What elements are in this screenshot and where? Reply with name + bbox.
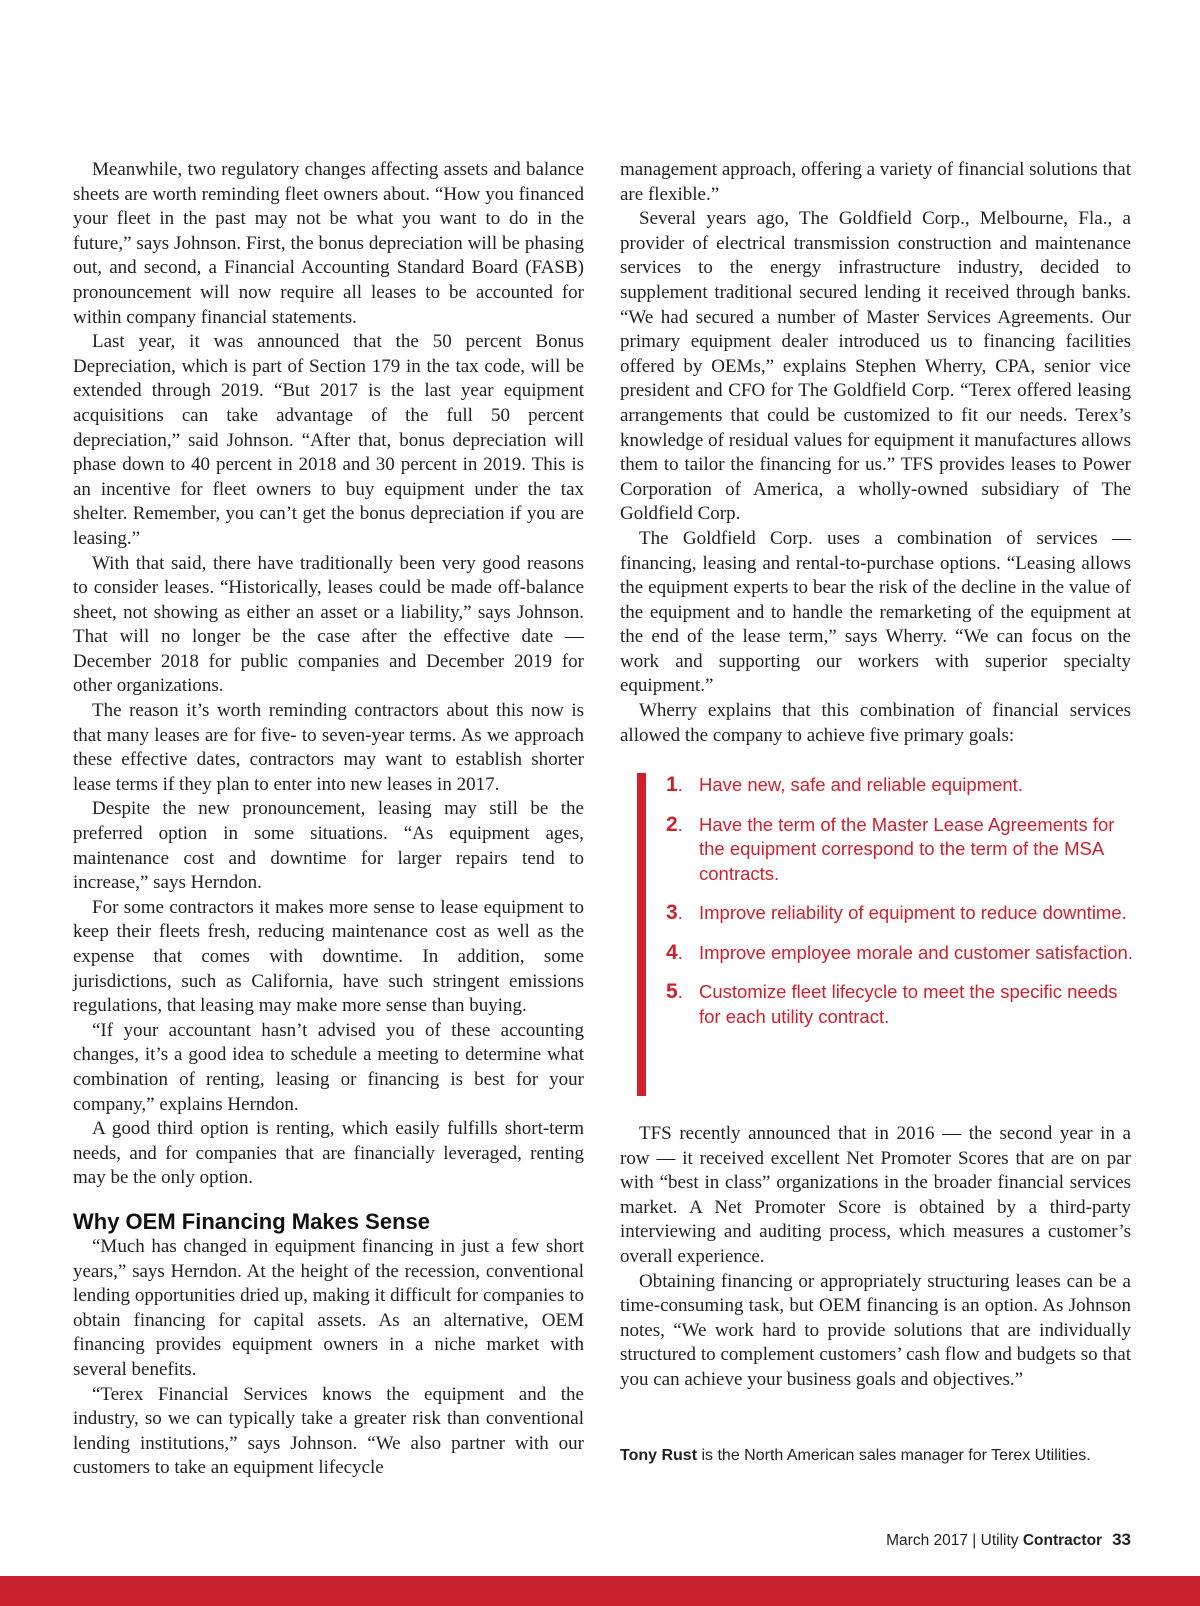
goal-item: 2. Have the term of the Master Lease Agreements for the equipment correspond to the term of the MSA contracts. (666, 813, 1140, 887)
body-paragraph: The reason it’s worth reminding contractors about this now is that many leases are for five- to seven-year terms. As we approach these effective dates, contractors may want to establish shorter lease terms if they plan to enter into new leases in 2017. (73, 700, 584, 795)
body-paragraph: Last year, it was announced that the 50 percent Bonus Depreciation, which is part of Section 179 in the tax code, will be extended through 2019. “But 2017 is the last year equipment acquisitions can take advantage of the full 50 percent depreciation,” said Johnson. “After that, bonus depreciation will phase down to 40 percent in 2018 and 30 percent in 2019. This is an incentive for fleet owners to buy equipment under the tax shelter. Remember, you can’t get the bonus depreciation if you are leasing.” (73, 331, 584, 549)
goal-item: 3. Improve reliability of equipment to reduce downtime. (666, 901, 1127, 924)
magazine-name-part: Utility (980, 1532, 1023, 1549)
goal-number: 5 (666, 980, 678, 1003)
goal-number: 4 (666, 940, 678, 964)
body-paragraph: “Terex Financial Services knows the equipment and the industry, so we can typically take a greater risk than conventional lending institutions,” says Johnson. “We also partner with our customers to take an equipment lifecycle (73, 1383, 584, 1479)
goal-number: 3 (666, 901, 678, 924)
left-column (73, 158, 584, 1481)
body-paragraph: A good third option is renting, which easily fulfills short-term needs, and for companies that are financially leveraged, renting may be the only option. (73, 1118, 584, 1189)
magazine-name-bold: Contractor (1022, 1532, 1103, 1549)
section-heading: Why OEM Financing Makes Sense (73, 1208, 430, 1234)
continued-paragraph: management approach, offering a variety of financial solutions that are flexible.” (620, 159, 1131, 205)
goals-list (646, 773, 1140, 1029)
goal-number: 2 (666, 812, 678, 836)
body-paragraph: For some contractors it makes more sense to lease equipment to keep their fleets fresh, reducing maintenance cost as well as the expense that comes with downtime. In addition, some jurisdictions, such as California, have such stringent emissions regulations, that leasing may make more sense than buying. (73, 896, 584, 1017)
goal-text: Customize fleet lifecycle to meet the specific needs for each utility contract. (699, 981, 1118, 1027)
body-paragraph: “If your accountant hasn’t advised you of these accounting changes, it’s a good idea to schedule a meeting to determine what combination of renting, leasing or financing is best for your company,” explains Herndon. (73, 1019, 584, 1115)
goal-text: Improve reliability of equipment to reduce downtime. (699, 902, 1127, 923)
body-paragraph: Several years ago, The Goldfield Corp., Melbourne, Fla., a provider of electrical transmission construction and maintenance services to the energy infrastructure industry, decided to supplement traditional secured lending it received through banks. “We had secured a number of Master Services Agreements. Our primary equipment dealer introduced us to financing facilities offered by OEMs,” explains Stephen Wherry, CPA, senior vice president and CFO for The Goldfield Corp. “Terex offered leasing arrangements that could be customized to fit our needs. Terex’s knowledge of residual values for equipment it manufactures allows them to tailor the financing for us.” TFS provides leases to Power Corporation of America, a wholly-owned subsidiary of The Goldfield Corp. (620, 208, 1131, 525)
folio-separator: | (968, 1532, 981, 1549)
right-column-continued (620, 1122, 1131, 1393)
author-bio: is the North American sales manager for Terex Utilities. (697, 1447, 1091, 1464)
goal-text: Have the term of the Master Lease Agreements for the equipment correspond to the term of the MSA contracts. (699, 813, 1115, 884)
body-paragraph: “Much has changed in equipment financing in just a few short years,” says Herndon. At the height of the recession, conventional lending opportunities dried up, making it difficult for companies to obtain financing for capital assets. As an alternative, OEM financing provides equipment owners in a niche market with several benefits. (73, 1235, 584, 1380)
author-byline (620, 1443, 1131, 1468)
body-paragraph: The Goldfield Corp. uses a combination of services — financing, leasing and rental-to-purchase options. “Leasing allows the equipment experts to bear the risk of the decline in the value of the equipment and to handle the remarketing of the equipment at the end of the lease term,” says Wherry. “We can focus on the work and supporting our workers with superior specialty equipment.” (620, 527, 1131, 697)
issue-date: March 2017 (886, 1532, 968, 1549)
page-folio (886, 1530, 1131, 1550)
body-paragraph: Meanwhile, two regulatory changes affecting assets and balance sheets are worth reminding fleet owners about. “How you financed your fleet in the past may not be what you want to do in the future,” says Johnson. First, the bonus depreciation will be phasing out, and second, a Financial Accounting Standard Board (FASB) pronouncement will now require all leases to be accounted for within company financial statements. (73, 159, 584, 328)
body-paragraph: Wherry explains that this combination of financial services allowed the company to achieve five primary goals: (620, 700, 1131, 746)
body-paragraph: With that said, there have traditionally been very good reasons to consider leases. “Historically, leases could be made off-balance sheet, not showing as either an asset or a liability,” says Johnson. That will no longer be the case after the effective date — December 2018 for public companies and December 2019 for other organizations. (73, 552, 584, 697)
page-number: 33 (1112, 1530, 1131, 1549)
footer-bar (0, 1576, 1200, 1606)
goal-item: 5. Customize fleet lifecycle to meet the specific needs for each utility contract. (666, 980, 1140, 1029)
body-paragraph: Despite the new pronouncement, leasing may still be the preferred option in some situations. “As equipment ages, maintenance cost and downtime for larger repairs tend to increase,” says Herndon. (73, 798, 584, 894)
goal-item: 4. Improve employee morale and customer satisfaction. (666, 940, 1133, 964)
right-column (620, 158, 1131, 748)
body-paragraph: TFS recently announced that in 2016 — the second year in a row — it received excellent Net Promoter Scores that are on par with “best in class” organizations in the broader financial services market. A Net Promoter Score is obtained by a third-party interviewing and auditing process, which measures a customer’s overall experience. (620, 1123, 1131, 1267)
goal-text: Improve employee morale and customer satisfaction. (699, 941, 1133, 963)
goal-text: Have new, safe and reliable equipment. (699, 774, 1023, 795)
goals-callout (637, 773, 1140, 1096)
body-paragraph: Obtaining financing or appropriately structuring leases can be a time-consuming task, but OEM financing is an option. As Johnson notes, “We work hard to provide solutions that are individually structured to complement customers’ cash flow and budgets so that you can achieve your business goals and objectives.” (620, 1270, 1131, 1390)
author-name: Tony Rust (620, 1447, 698, 1464)
goal-item: 1. Have new, safe and reliable equipment. (666, 773, 1023, 796)
goal-number: 1 (666, 773, 678, 796)
